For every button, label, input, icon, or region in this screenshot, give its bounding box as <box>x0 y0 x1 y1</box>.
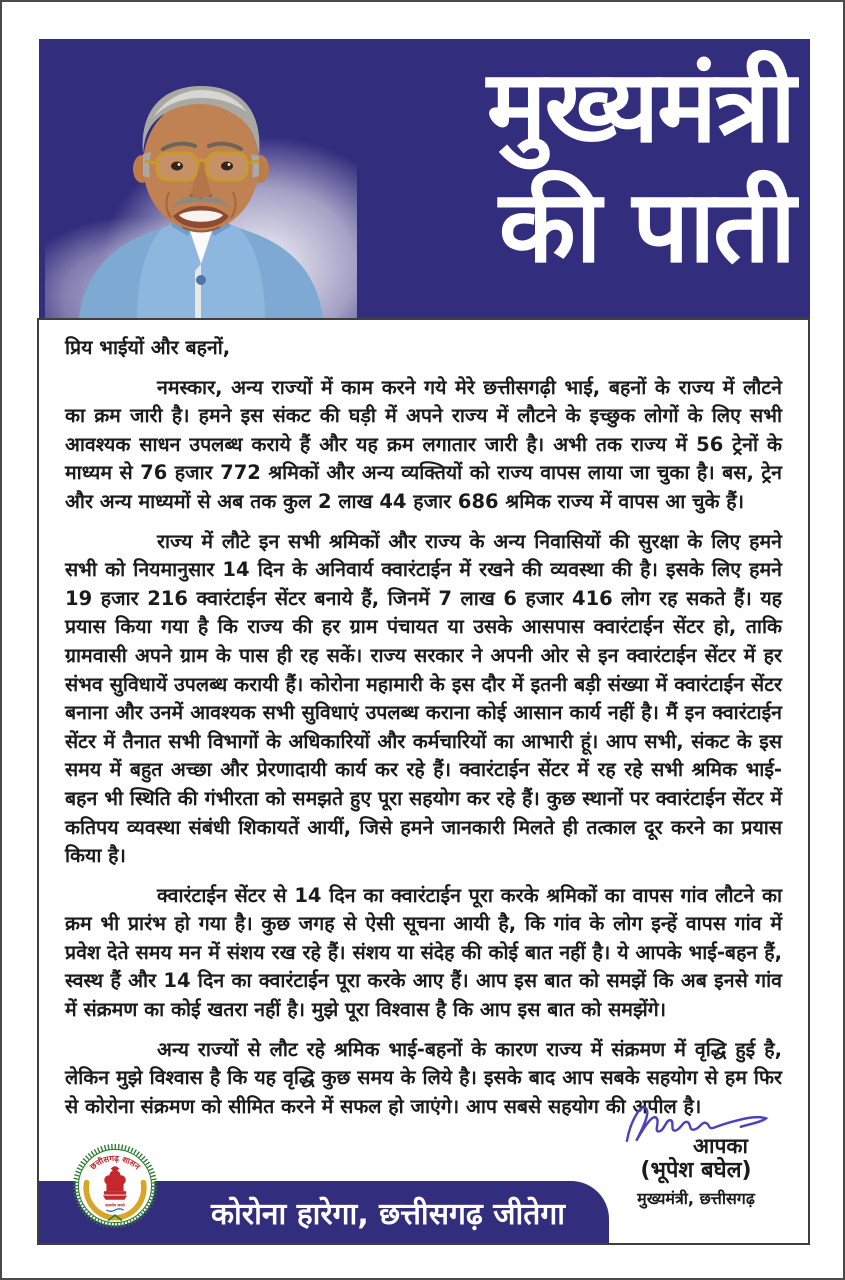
salutation: प्रिय भाईयों और बहनों, <box>65 336 231 359</box>
signatory-name: (भूपेश बघेल) <box>640 1158 752 1183</box>
masthead-title-line2: की पाती <box>498 168 794 285</box>
seal-illustration <box>72 1143 158 1229</box>
seal-text-bottom: सत्यमेव जयते <box>105 1202 125 1208</box>
seal-text-top: छत्तीसगढ़ शासन <box>87 1152 143 1172</box>
header-band <box>39 39 810 318</box>
signature-block <box>606 1096 786 1209</box>
letter-body <box>37 318 810 1245</box>
cm-portrait <box>45 66 357 318</box>
signature-ink <box>616 1096 776 1152</box>
signoff: आपका <box>693 1134 748 1159</box>
masthead-title <box>487 47 794 287</box>
chhattisgarh-government-seal <box>72 1143 158 1229</box>
paragraph-3: क्वारंटाईन सेंटर से 14 दिन का क्वारंटाईन पूरा करके श्रमिकों का वापस गांव लौटने का क्रम भी प्रारंभ हो गया है। कुछ जगह से ऐसी सूचना आयी है, कि गांव के लोग इन्हें वापस गांव में प्रवेश देते समय मन में संशय रख रहे हैं। संशय या संदेह की कोई बात नहीं है। ये आपके भाई-बहन हैं, स्वस्थ हैं और 14 दिन का क्वारंटाईन पूरा करके आए हैं। आप इस बात को समझें कि अब इनसे गांव में संक्रमण का कोई खतरा नहीं है। मुझे पूरा विश्वास है कि आप इस बात को समझेंगे। <box>65 883 782 1022</box>
paragraph-4: अन्य राज्यों से लौट रहे श्रमिक भाई-बहनों के कारण राज्य में संक्रमण में वृद्धि हुई है, लेकिन मुझे विश्वास है कि यह वृद्धि कुछ समय के लिये है। इसके बाद आप सबके सहयोग से हम फिर से कोरोना संक्रमण को सीमित करने में सफल हो जाएंगे। आप सबसे सहयोग की अपील है। <box>65 1037 782 1118</box>
footer-slogan: कोरोना हारेगा, छत्तीसगढ़ जीतेगा <box>210 1196 565 1232</box>
paragraph-1: नमस्कार, अन्य राज्यों में काम करने गये मेरे छत्तीसगढ़ी भाई, बहनों के राज्य में लौटने का क्रम जारी है। हमने इस संकट की घड़ी में अपने राज्य में लौटने के इच्छुक लोगों के लिए सभी आवश्यक साधन उपलब्ध कराये हैं और यह क्रम लगातार जारी है। अभी तक राज्य में 56 ट्रेनों के माध्यम से 76 हजार 772 श्रमिकों और अन्य व्यक्तियों को राज्य वापस लाया जा चुका है। बस, ट्रेन और अन्य माध्यमों से अब तक कुल 2 लाख 44 हजार 686 श्रमिक राज्य में वापस आ चुके हैं। <box>65 375 782 513</box>
paragraph-2: राज्य में लौटे इन सभी श्रमिकों और राज्य के अन्य निवासियों की सुरक्षा के लिए हमने सभी को नियमानुसार 14 दिन के अनिवार्य क्वारंटाईन में रखने की व्यवस्था की है। इसके लिए हमने 19 हजार 216 क्वारंटाईन सेंटर बनाये हैं, जिनमें 7 लाख 6 हजार 416 लोग रह सकते हैं। यह प्रयास किया गया है कि राज्य की हर ग्राम पंचायत या उसके आसपास क्वारंटाईन सेंटर हो, ताकि ग्रामवासी अपने ग्राम के पास ही रह सकें। राज्य सरकार ने अपनी ओर से इन क्वारंटाईन सेंटर में हर संभव सुविधायें उपलब्ध करायी हैं। कोरोना महामारी के इस दौर में इतनी बड़ी संख्या में क्वारंटाईन सेंटर बनाना और उनमें आवश्यक सभी सुविधाएं उपलब्ध कराना कोई आसान कार्य नहीं है। मैं इन क्वारंटाईन सेंटर में तैनात सभी विभागों के अधिकारियों और कर्मचारियों का आभारी हूं। आप सभी, संकट के इस समय में बहुत अच्छा और प्रेरणादायी कार्य कर रहे हैं। क्वारंटाईन सेंटर में रह रहे सभी श्रमिक भाई-बहन भी स्थिति की गंभीरता को समझते हुए पूरा सहयोग कर रहे हैं। कुछ स्थानों पर क्वारंटाईन सेंटर में कतिपय व्यवस्था संबंधी शिकायतें आयीं, जिसे हमने जानकारी मिलते ही तत्काल दूर करने का प्रयास किया है। <box>65 529 782 868</box>
cm-portrait-illustration <box>45 66 357 318</box>
signatory-title: मुख्यमंत्री, छत्तीसगढ़ <box>637 1189 755 1208</box>
masthead-title-line1: मुख्यमंत्री <box>486 48 794 165</box>
